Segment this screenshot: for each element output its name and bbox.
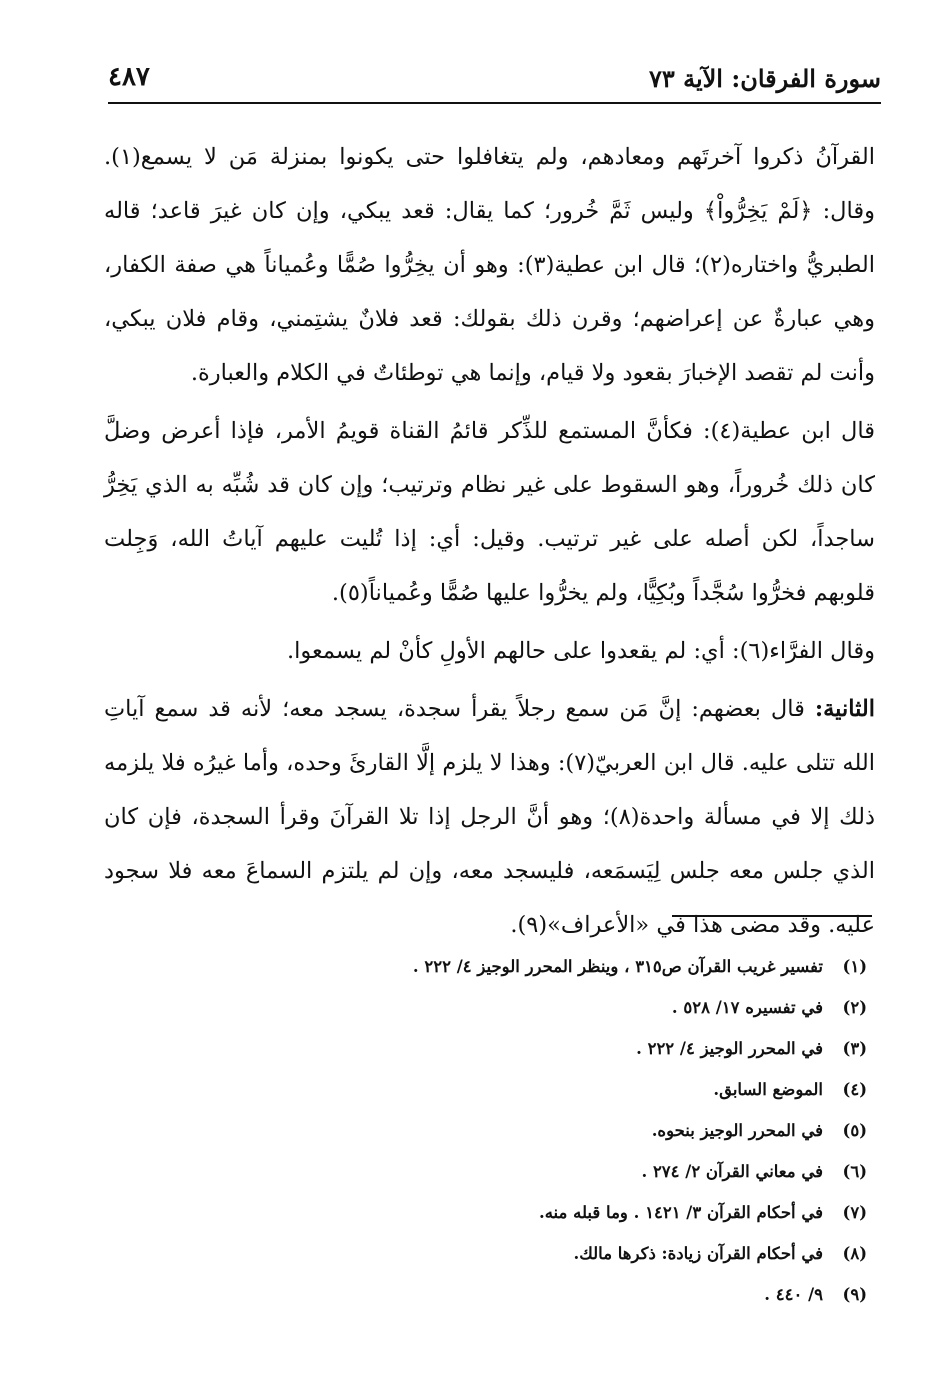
paragraph-3: وقال الفرَّاء(٦): أي: لم يقعدوا على حالهم الأولِ كأنْ لم يسمعوا. [286,638,875,664]
footnote-number: (١) [842,957,867,976]
footnote-text: في المحرر الوجيز ٤/ ٢٢٢ . [636,1039,823,1058]
footnote-text: الموضع السابق. [713,1080,823,1099]
footnote [104,1028,867,1069]
page-number: ٤٨٧ [108,62,150,92]
footnotes [104,946,867,1315]
footnote [104,946,867,987]
main-text [104,130,875,952]
footnote-number: (٢) [842,998,867,1017]
paragraph-1: القرآنُ ذكروا آخرتَهم ومعادهم، ولم يتغافلوا حتى يكونوا بمنزلة مَن لا يسمع(١). وقال: ﴿لَمْ يَخِرُّواْ﴾ وليس ثَمَّ خُرور؛ كما يقال: قعد يبكي، وإن كان غيرَ قاعد؛ قاله الطبريُّ واختاره(٢)؛ قال ابن عطية(٣): وهو أن يخِرُّوا صُمًّا وعُمياناً هي صفة الكفار، وهي عبارةٌ عن إعراضهم؛ وقرن ذلك بقولك: قعد فلانٌ يشتِمني، وقام فلان يبكي، وأنت لم تقصد الإخبارَ بقعود ولا قيام، وإنما هي توطئاتٌ في الكلام والعبارة. [104,144,875,386]
footnote [104,1274,867,1315]
footnote-number: (٨) [842,1244,867,1263]
footnote [104,1151,867,1192]
footnote-divider [672,915,872,917]
footnote [104,1069,867,1110]
footnote-text: ٩/ ٤٤٠ . [764,1285,823,1304]
footnote-number: (٦) [842,1162,867,1181]
paragraph-2: قال ابن عطية(٤): فكأنَّ المستمع للذِّكر قائمُ القناة قويمُ الأمر، فإذا أعرض وضلَّ كان ذلك خُروراً، وهو السقوط على غير نظام وترتيب؛ وإن كان قد شُبِّه به الذي يَخِرُّ ساجداً، لكن أصله على غير ترتيب. وقيل: أي: إذا تُليت عليهم آياتُ الله، وَجِلت قلوبهم فخرُّوا سُجَّداً وبُكِيًّا، ولم يخرُّوا عليها صُمًّا وعُمياناً(٥). [104,418,875,606]
running-header [108,60,881,104]
footnote [104,1192,867,1233]
footnote-text: تفسير غريب القرآن ص٣١٥ ، وينظر المحرر الوجيز ٤/ ٢٢٢ . [412,957,823,976]
footnote-number: (٧) [842,1203,867,1222]
header-title: سورة الفرقان: الآية ٧٣ [648,64,881,93]
footnote-number: (٥) [842,1121,867,1140]
footnote-text: في أحكام القرآن ٣/ ١٤٢١ . وما قبله منه. [538,1203,823,1222]
footnote-number: (٩) [842,1285,867,1304]
footnote [104,1233,867,1274]
footnote-text: في المحرر الوجيز بنحوه. [651,1121,823,1140]
footnote-number: (٤) [842,1080,867,1099]
footnote-text: في معاني القرآن ٢/ ٢٧٤ . [641,1162,823,1181]
footnote-number: (٣) [842,1039,867,1058]
footnote [104,1110,867,1151]
section-label: الثانية: [814,696,875,722]
paragraph-4 [104,682,875,952]
footnote [104,987,867,1028]
footnote-text: في أحكام القرآن زيادة: ذكرها مالك. [573,1244,823,1263]
footnote-text: في تفسيره ١٧/ ٥٢٨ . [671,998,823,1017]
paragraph-4-text: قال بعضهم: إنَّ مَن سمع رجلاً يقرأ سجدة، يسجد معه؛ لأنه قد سمع آياتِ الله تتلى عليه. قال ابن العربيّ(٧): وهذا لا يلزم إلَّا القارئَ وحده، وأما غيرُه فلا يلزمه ذلك إلا في مسألة واحدة(٨)؛ وهو أنَّ الرجل إذا تلا القرآنَ وقرأ السجدة، فإن كان الذي جلس معه جلس لِيَسمَعه، فليسجد معه، وإن لم يلتزم السماعَ معه فلا سجود عليه. وقد مضى هذا في «الأعراف»(٩). [104,696,876,938]
